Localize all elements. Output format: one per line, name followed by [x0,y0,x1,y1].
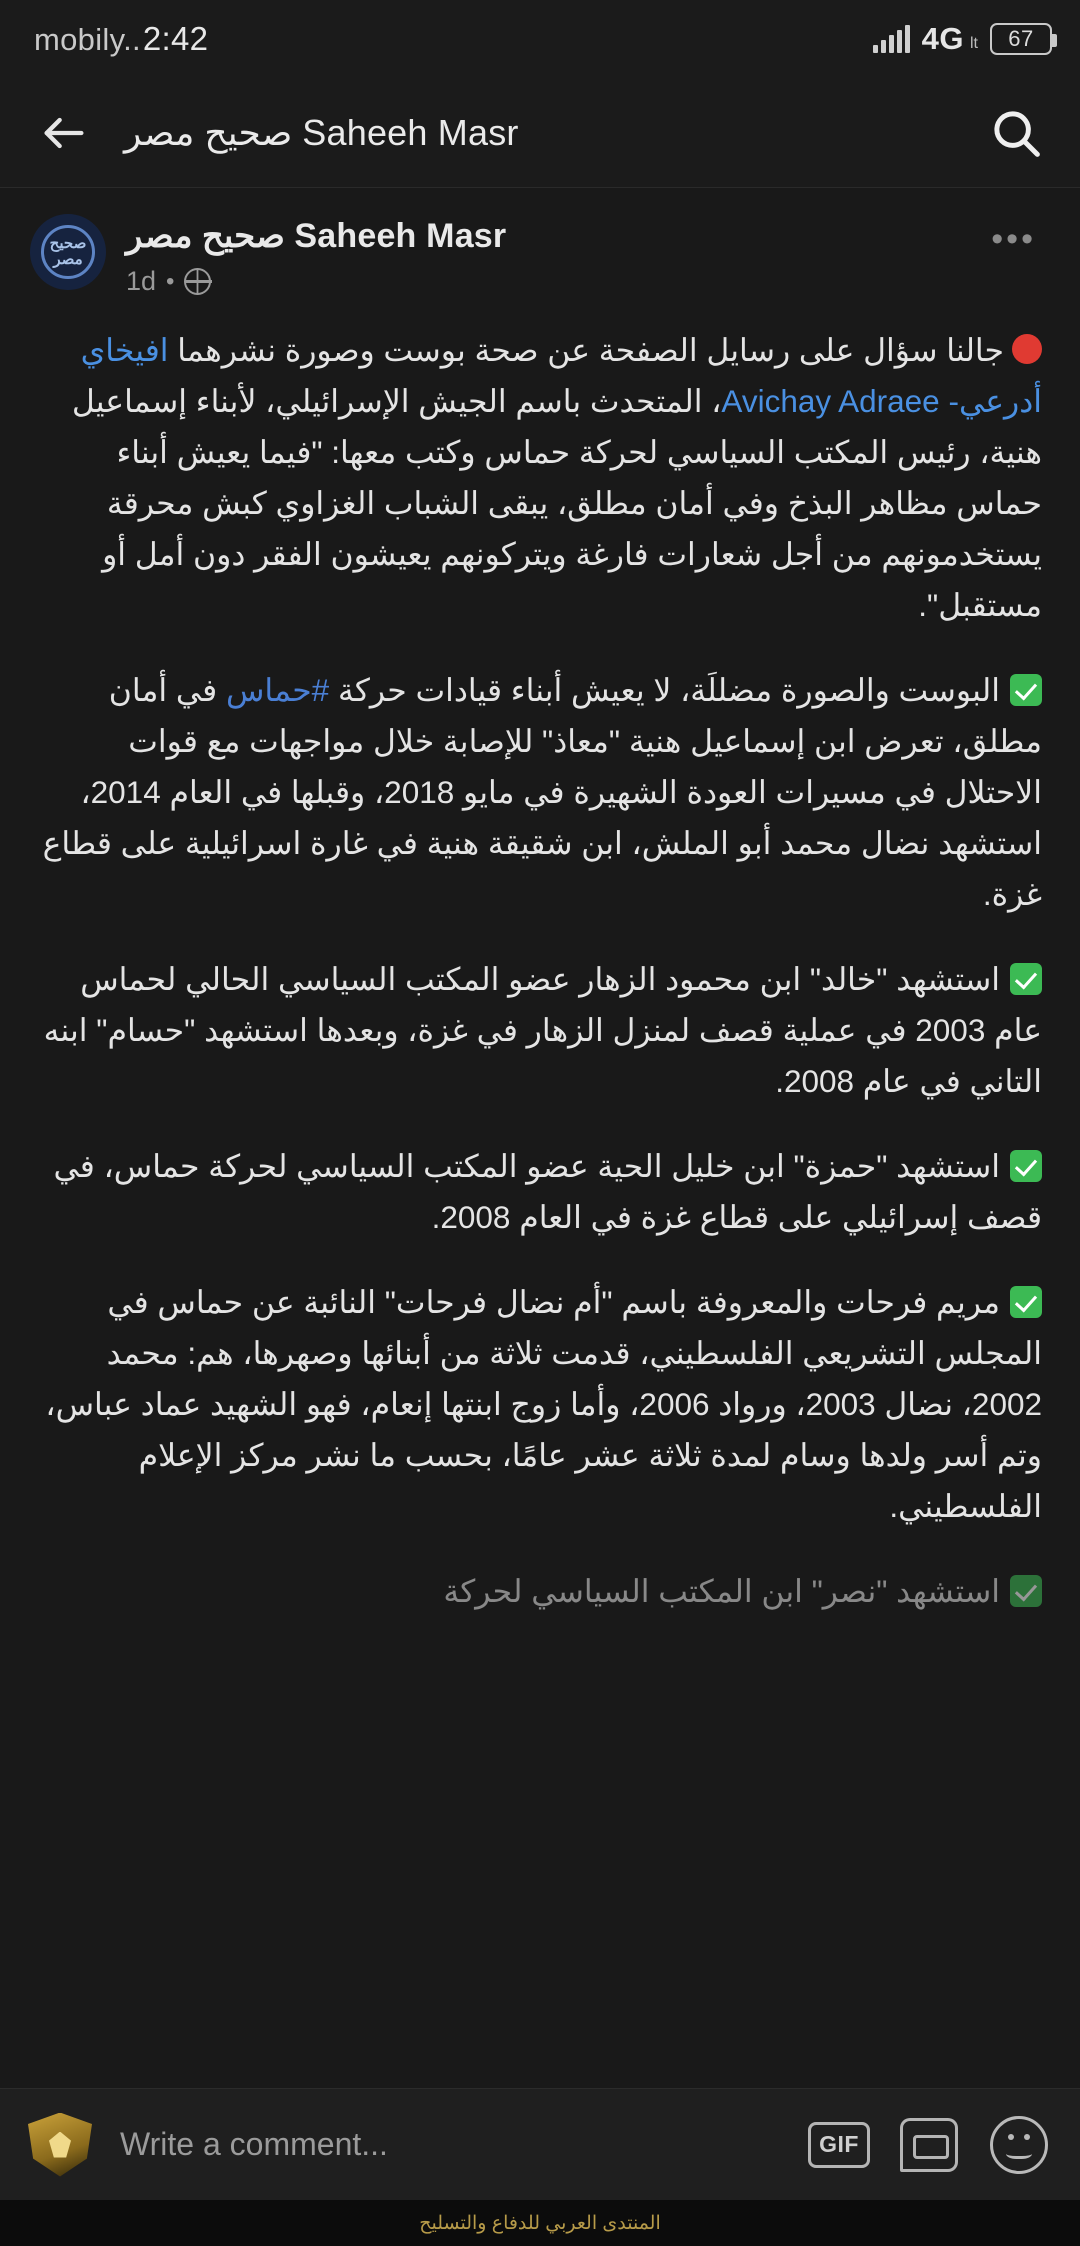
sticker-icon [900,2118,958,2172]
post-submeta [126,266,971,297]
paragraph-text: استشهد "نصر" ابن المكتب السياسي لحركة [443,1573,1000,1610]
green-check-icon [1010,1150,1042,1182]
gif-icon: GIF [808,2122,870,2168]
post-body [0,303,1080,1610]
search-icon[interactable] [986,103,1046,163]
shield-avatar-icon [28,2113,92,2177]
watermark-bar [0,2200,1080,2246]
paragraph-text: استشهد "خالد" ابن محمود الزهار عضو المكتب السياسي الحالي لحماس عام 2003 في عملية قصف لمنزل الزهار في غزة، وبعدها استشهد "حسام" ابنه التاني في عام 2008. [43,961,1042,1100]
status-bar [0,0,1080,78]
sticker-button[interactable] [898,2114,960,2176]
paragraph-text: في أمان مطلق، تعرض ابن إسماعيل هنية "معاذ" للإصابة خلال مواجهات مع قوات الاحتلال في مسيرات العودة الشهيرة في مايو 2018، وقبلها في العام 2014، استشهد نضال محمد أبو الملش، ابن شقيقة هنية في غارة اسرائيلية على قطاع غزة. [42,672,1042,913]
green-check-icon [1010,963,1042,995]
network-sub-label: lt [970,35,978,52]
avatar-logo-icon: صحيح مصر [41,225,95,279]
post-header [0,188,1080,303]
post-header-meta [126,214,971,297]
green-check-icon [1010,674,1042,706]
paragraph-text: مريم فرحات والمعروفة باسم "أم نضال فرحات" النائبة عن حماس في المجلس التشريعي الفلسطيني، قدمت ثلاثة من أبنائها وصهرها، هم: محمد 2002، نضال 2003، ورواد 2006، وأما زوج ابنتها إنعام، فهو الشهيد عماد عباس، وتم أسر ولدها وسام لمدة ثلاثة عشر عامًا، بحسب ما نشر مركز الإعلام الفلسطيني. [45,1284,1042,1525]
profile-link[interactable]: افيخاي أدرعي- Avichay Adraee [80,332,1042,420]
post-paragraph [32,1277,1042,1532]
red-circle-icon [1012,334,1042,364]
status-bar-right [873,21,1052,57]
paragraph-text: البوست والصورة مضللَة، لا يعيش أبناء قيادات حركة [329,672,1000,709]
green-check-icon [1010,1286,1042,1318]
submeta-separator: • [166,267,175,295]
gif-button[interactable] [808,2114,870,2176]
page-title: صحيح مصر Saheeh Masr [124,111,519,153]
status-bar-left [34,20,208,58]
paragraph-text: ، المتحدث باسم الجيش الإسرائيلي، لأبناء إسماعيل هنية، رئيس المكتب السياسي لحركة حماس وكتب معها: "فيما يعيش أبناء حماس مظاهر البذخ وفي أمان مطلق، يبقى الشباب الغزاوي كبش محرقة يستخدمونهم من أجل شعارات فارغة ويتركونهم يعيشون الفقر دون أمل أو مستقبل". [71,383,1042,624]
avatar[interactable] [30,214,106,290]
network-type-label: 4G [921,21,964,56]
signal-bars-icon [873,25,910,53]
back-arrow-icon[interactable] [36,105,92,161]
watermark-text: المنتدى العربي للدفاع والتسليح [419,2212,661,2234]
clock-label: 2:42 [142,20,209,57]
green-check-icon [1010,1575,1042,1607]
globe-icon [184,268,211,295]
emoji-button[interactable] [988,2114,1050,2176]
paragraph-text: استشهد "حمزة" ابن خليل الحية عضو المكتب السياسي لحركة حماس، في قصف إسرائيلي على قطاع غزة في العام 2008. [53,1148,1042,1236]
post-author-name[interactable]: صحيح مصر Saheeh Masr [126,217,507,255]
smiley-icon [990,2116,1048,2174]
post-paragraph [32,954,1042,1107]
comment-input[interactable]: Write a comment... [120,2126,388,2162]
post-paragraph [32,665,1042,920]
app-bar [0,78,1080,188]
comment-bar [0,2088,1080,2200]
battery-icon [990,23,1052,55]
post-paragraph-truncated [32,1566,1042,1610]
post-feed[interactable] [0,188,1080,2088]
post-paragraph [32,325,1042,631]
paragraph-text: جالنا سؤال على رسايل الصفحة عن صحة بوست وصورة نشرهما [168,332,1004,368]
carrier-label: mobily.. [34,22,141,57]
hashtag-link[interactable]: #حماس [225,672,330,709]
post-more-options-button[interactable]: ••• [991,220,1036,258]
post-paragraph [32,1141,1042,1243]
battery-level-label: 67 [1008,26,1034,51]
post-timestamp: 1d [126,266,157,296]
user-avatar[interactable] [28,2113,92,2177]
